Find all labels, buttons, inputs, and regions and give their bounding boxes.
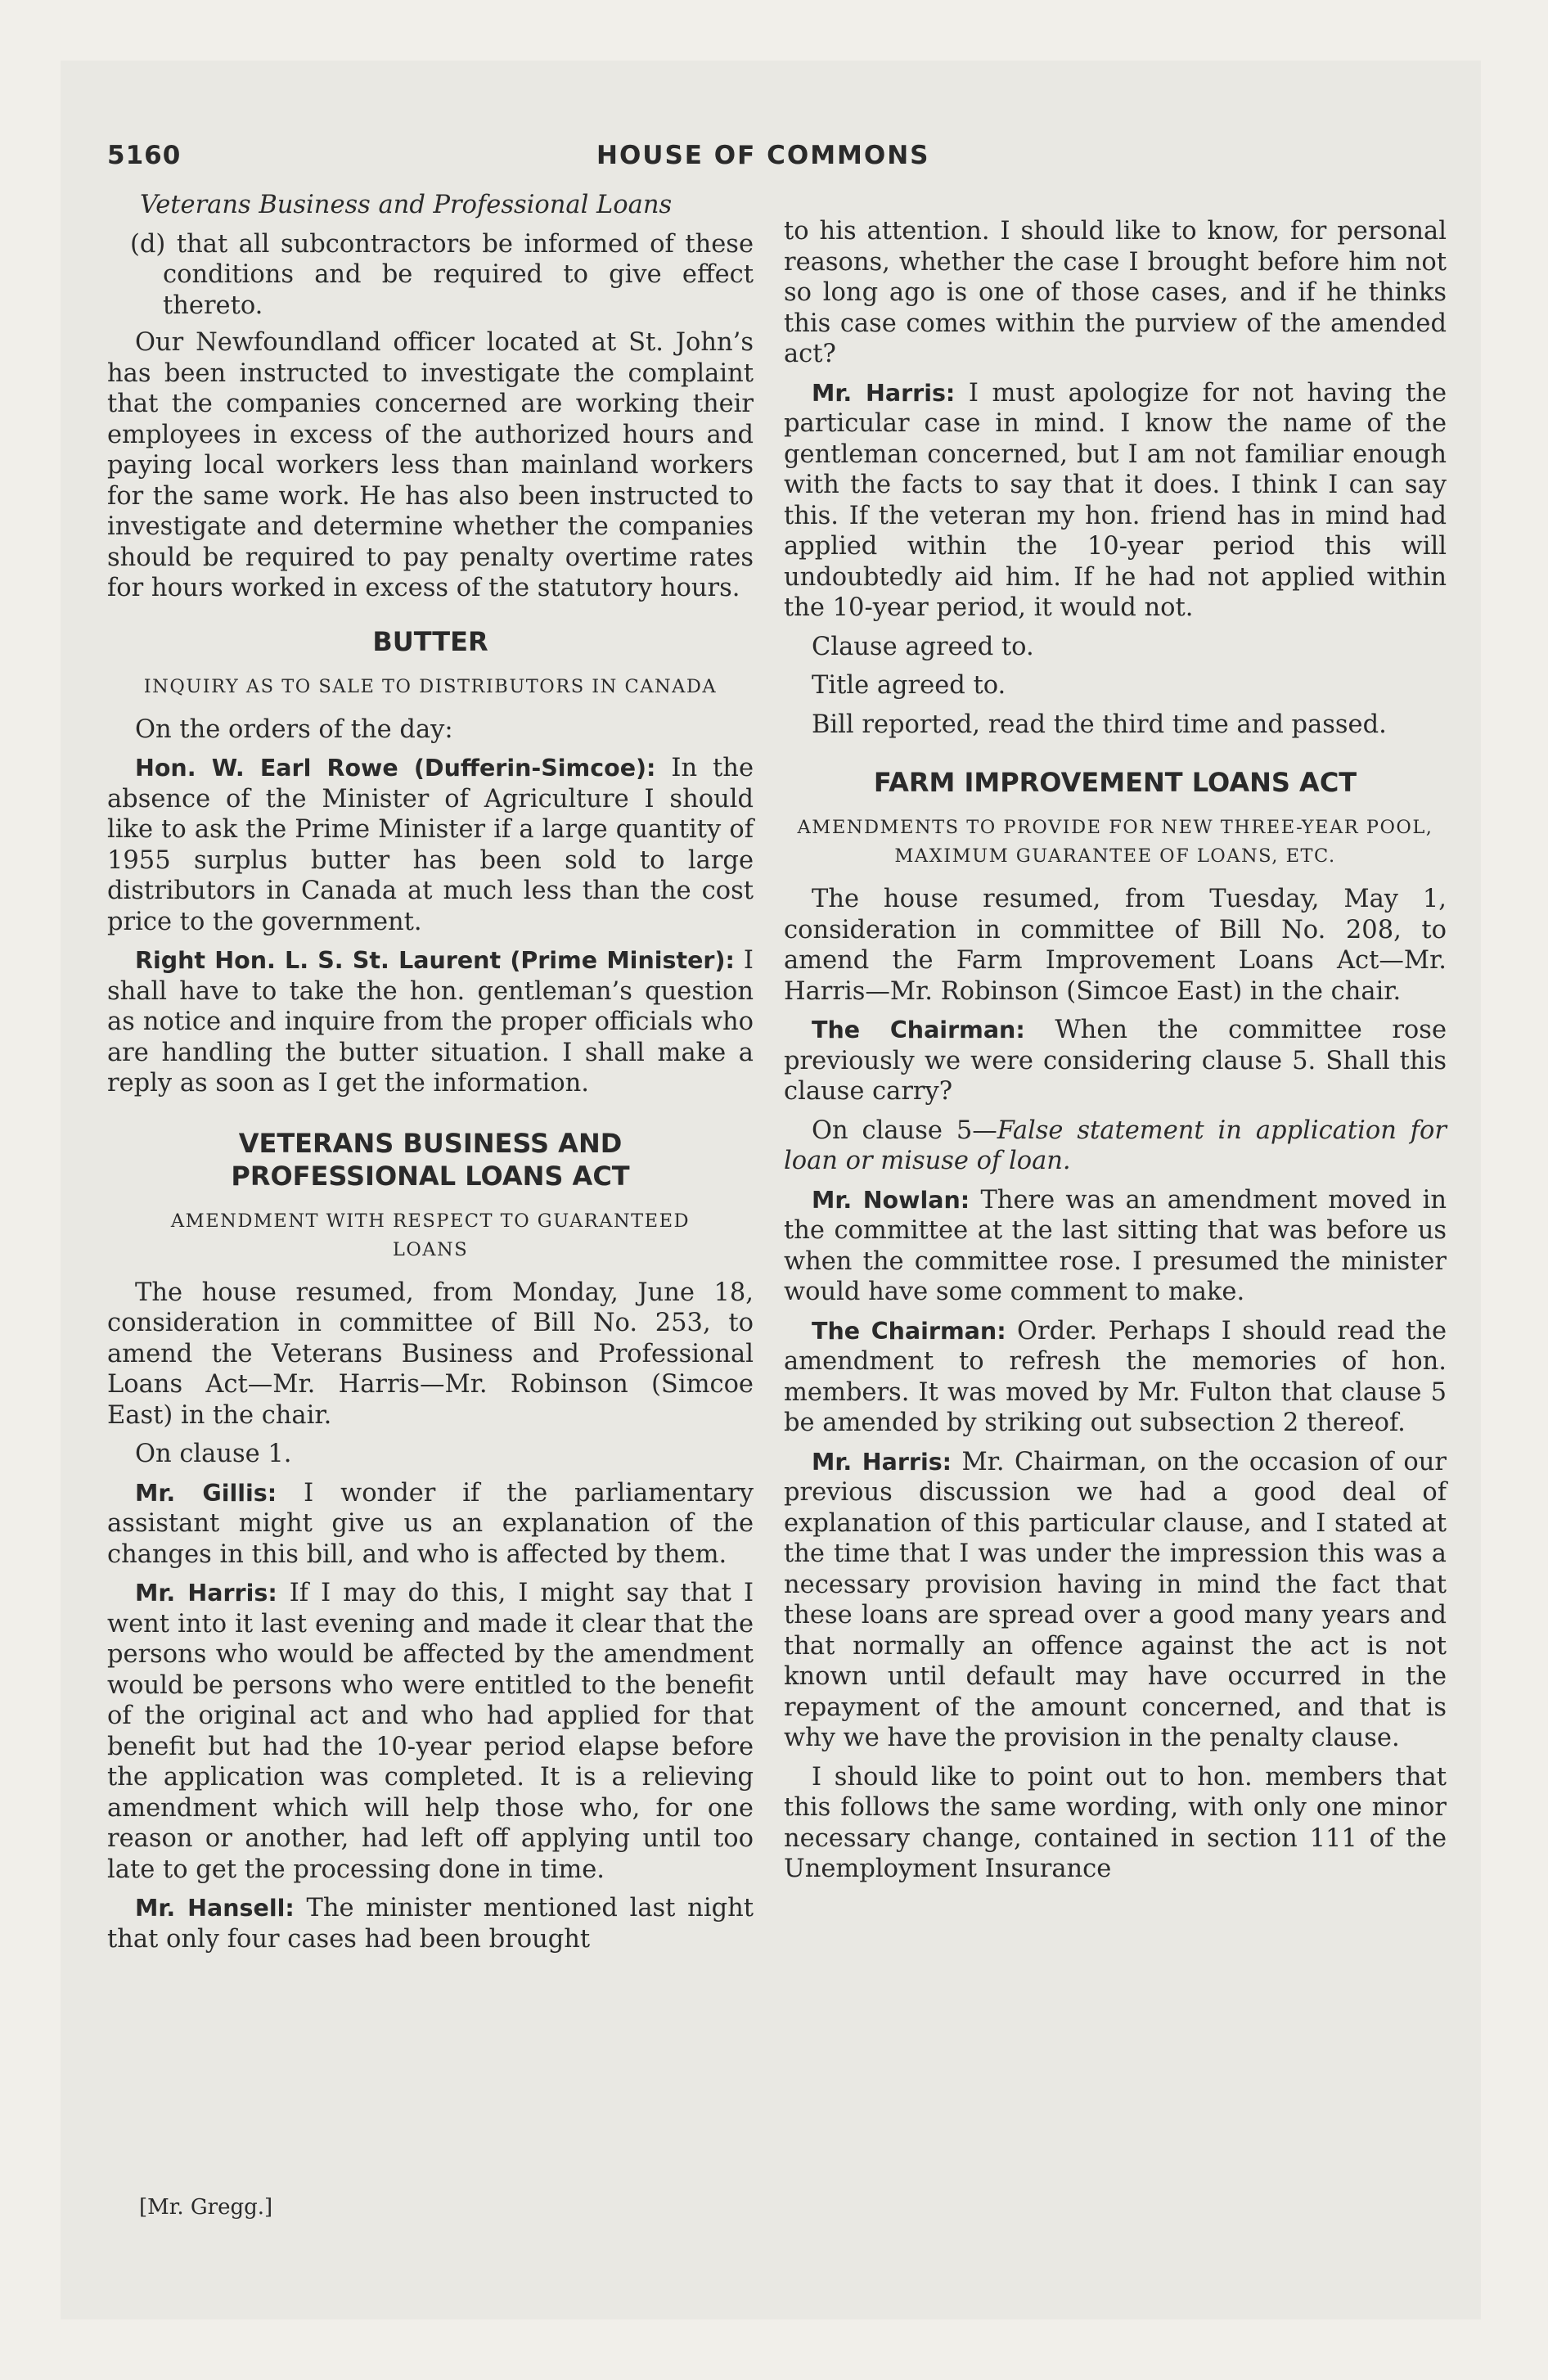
paragraph: On clause 1. [135, 1440, 292, 1468]
heading-veterans [107, 1127, 754, 1192]
running-title: HOUSE OF COMMONS [596, 141, 930, 170]
speech-chairman-2 [784, 1316, 1447, 1439]
speaker-name: Mr. Hansell: [135, 1895, 295, 1922]
speech-hansell [107, 1893, 754, 1954]
speaker-name: Mr. Harris: [135, 1580, 277, 1607]
footer-note: [Mr. Gregg.] [139, 2195, 273, 2220]
list-item-d: (d) that all subcontractors be informed of these conditions and be required to give effect thereto. [130, 229, 754, 320]
speech-text: I must apologize for not having the particular case in mind. I know the name of the gentleman concerned, but I am not familiar enough with the facts to say that it does. I think I can say this. If the veteran my hon. friend has in mind had applied within the 10-year period this will undoubtedly aid him. If he had not applied within the 10-year period, it would not. [784, 378, 1447, 622]
speech-rowe [107, 753, 754, 937]
speech-text: If I may do this, I might say that I went into it last evening and made it clear that the persons who would be affected by the amendment would be persons who were entitled to the benefit of the original act and who had applied for that benefit but had the 10-year period elapse before the application was completed. It is a relieving amendment which will help those who, for one reason or another, had left off applying until too late to get the processing done in time. [107, 1579, 754, 1884]
speech-text: In the absence of the Minister of Agriculture I should like to ask the Prime Minister if a large quantity of 1955 surplus butter has been sold to large distributors in Canada at much less than the cost price to the government. [107, 754, 754, 936]
speech-text: Order. Perhaps I should read the amendment to refresh the memories of hon. members. It was moved by Mr. Fulton that clause 5 be amended by striking out subsection 2 thereof. [784, 1316, 1447, 1437]
speech-text: Mr. Chairman, on the occasion of our previous discussion we had a good deal of explanation of this particular clause, and I stated at the time that I was under the impression this was a necessary provision having in mind the fact that these loans are spread over a good many years and that normally an offence against the act is not known until default may have occurred in the repayment of the amount concerned, and that is why we have the provision in the penalty clause. [784, 1447, 1447, 1752]
clause-title: False statement in application for loan or misuse of loan. [784, 1116, 1447, 1175]
speech-harris-1 [107, 1578, 754, 1885]
paragraph: Clause agreed to. [812, 632, 1034, 661]
paragraph: Our Newfoundland officer located at St. John’s has been instructed to investigate the complaint that the companies concerned are working their employees in excess of the authorized hours and paying local workers less than mainland workers for the same work. He has also been instructed to investigate and determine whether the companies should be required to pay penalty overtime rates for hours worked in excess of the statutory hours. [107, 328, 754, 602]
section-subtitle: Veterans Business and Professional Loans [140, 191, 673, 219]
speech-nowlan [784, 1185, 1447, 1308]
subheading-butter: INQUIRY AS TO SALE TO DISTRIBUTORS IN CANADA [143, 675, 718, 697]
paragraph: On the orders of the day: [135, 714, 453, 744]
speech-harris-3 [784, 1447, 1447, 1754]
heading-butter: BUTTER [372, 625, 488, 657]
paragraph: I should like to point out to hon. members that this follows the same wording, with only one minor necessary change, contained in section 111 of the Unemployment Insurance [784, 1762, 1447, 1883]
heading-line-1: VETERANS BUSINESS AND [238, 1127, 623, 1159]
paragraph: The house resumed, from Tuesday, May 1, consideration in committee of Bill No. 208, to amend the Farm Improvement Loans Act—Mr. Harris—Mr. Robinson (Simcoe East) in the chair. [784, 885, 1447, 1006]
left-column [107, 190, 754, 1963]
speaker-name: Hon. W. Earl Rowe (Dufferin-Simcoe): [135, 755, 656, 782]
speech-text: I wonder if the parliamentary assistant might give us an explanation of the changes in this bill, and who is affected by them. [107, 1478, 754, 1569]
speech-harris-2 [784, 378, 1447, 624]
speech-text: When the committee rose previously we were considering clause 5. Shall this clause carry? [784, 1016, 1447, 1106]
speaker-name: The Chairman: [812, 1317, 1006, 1345]
paragraph: Bill reported, read the third time and passed. [812, 710, 1387, 739]
subheading-farm: AMENDMENTS TO PROVIDE FOR NEW THREE-YEAR POOL, MAXIMUM GUARANTEE OF LOANS, ETC. [797, 817, 1433, 867]
clause-lead: On clause 5— [812, 1116, 997, 1145]
heading-line-2: PROFESSIONAL LOANS ACT [231, 1160, 630, 1192]
right-column [784, 216, 1447, 1893]
paragraph: Title agreed to. [812, 671, 1006, 700]
speaker-name: Right Hon. L. S. St. Laurent (Prime Minister): [135, 947, 735, 974]
clause-line [784, 1116, 1447, 1177]
speaker-name: Mr. Gillis: [135, 1479, 277, 1507]
page-header [107, 141, 1441, 178]
speech-text: The minister mentioned last night that only four cases had been brought [107, 1894, 754, 1954]
speech-text: There was an amendment moved in the committee at the last sitting that was before us when the committee rose. I presumed the minister would have some comment to make. [784, 1185, 1447, 1306]
paragraph: The house resumed, from Monday, June 18, consideration in committee of Bill No. 253, to amend the Veterans Business and Professional Loans Act—Mr. Harris—Mr. Robinson (Simcoe East) in the chair. [107, 1278, 754, 1430]
speech-st-laurent [107, 945, 754, 1099]
speech-text: I shall have to take the hon. gentleman’s question as notice and inquire from the proper officials who are handling the butter situation. I shall make a reply as soon as I get the information. [107, 946, 754, 1098]
speaker-name: Mr. Harris: [812, 1448, 952, 1476]
paragraph: to his attention. I should like to know, for personal reasons, whether the case I brought before him not so long ago is one of those cases, and if he thinks this case comes within the purview of the amended act? [784, 217, 1447, 368]
heading-farm: FARM IMPROVEMENT LOANS ACT [873, 767, 1357, 798]
speech-gillis [107, 1478, 754, 1571]
subheading-veterans: AMENDMENT WITH RESPECT TO GUARANTEED LOANS [170, 1210, 691, 1260]
speaker-name: Mr. Harris: [812, 379, 956, 407]
page-number: 5160 [107, 141, 182, 170]
speech-chairman-1 [784, 1015, 1447, 1107]
speaker-name: Mr. Nowlan: [812, 1186, 970, 1214]
speaker-name: The Chairman: [812, 1016, 1025, 1044]
